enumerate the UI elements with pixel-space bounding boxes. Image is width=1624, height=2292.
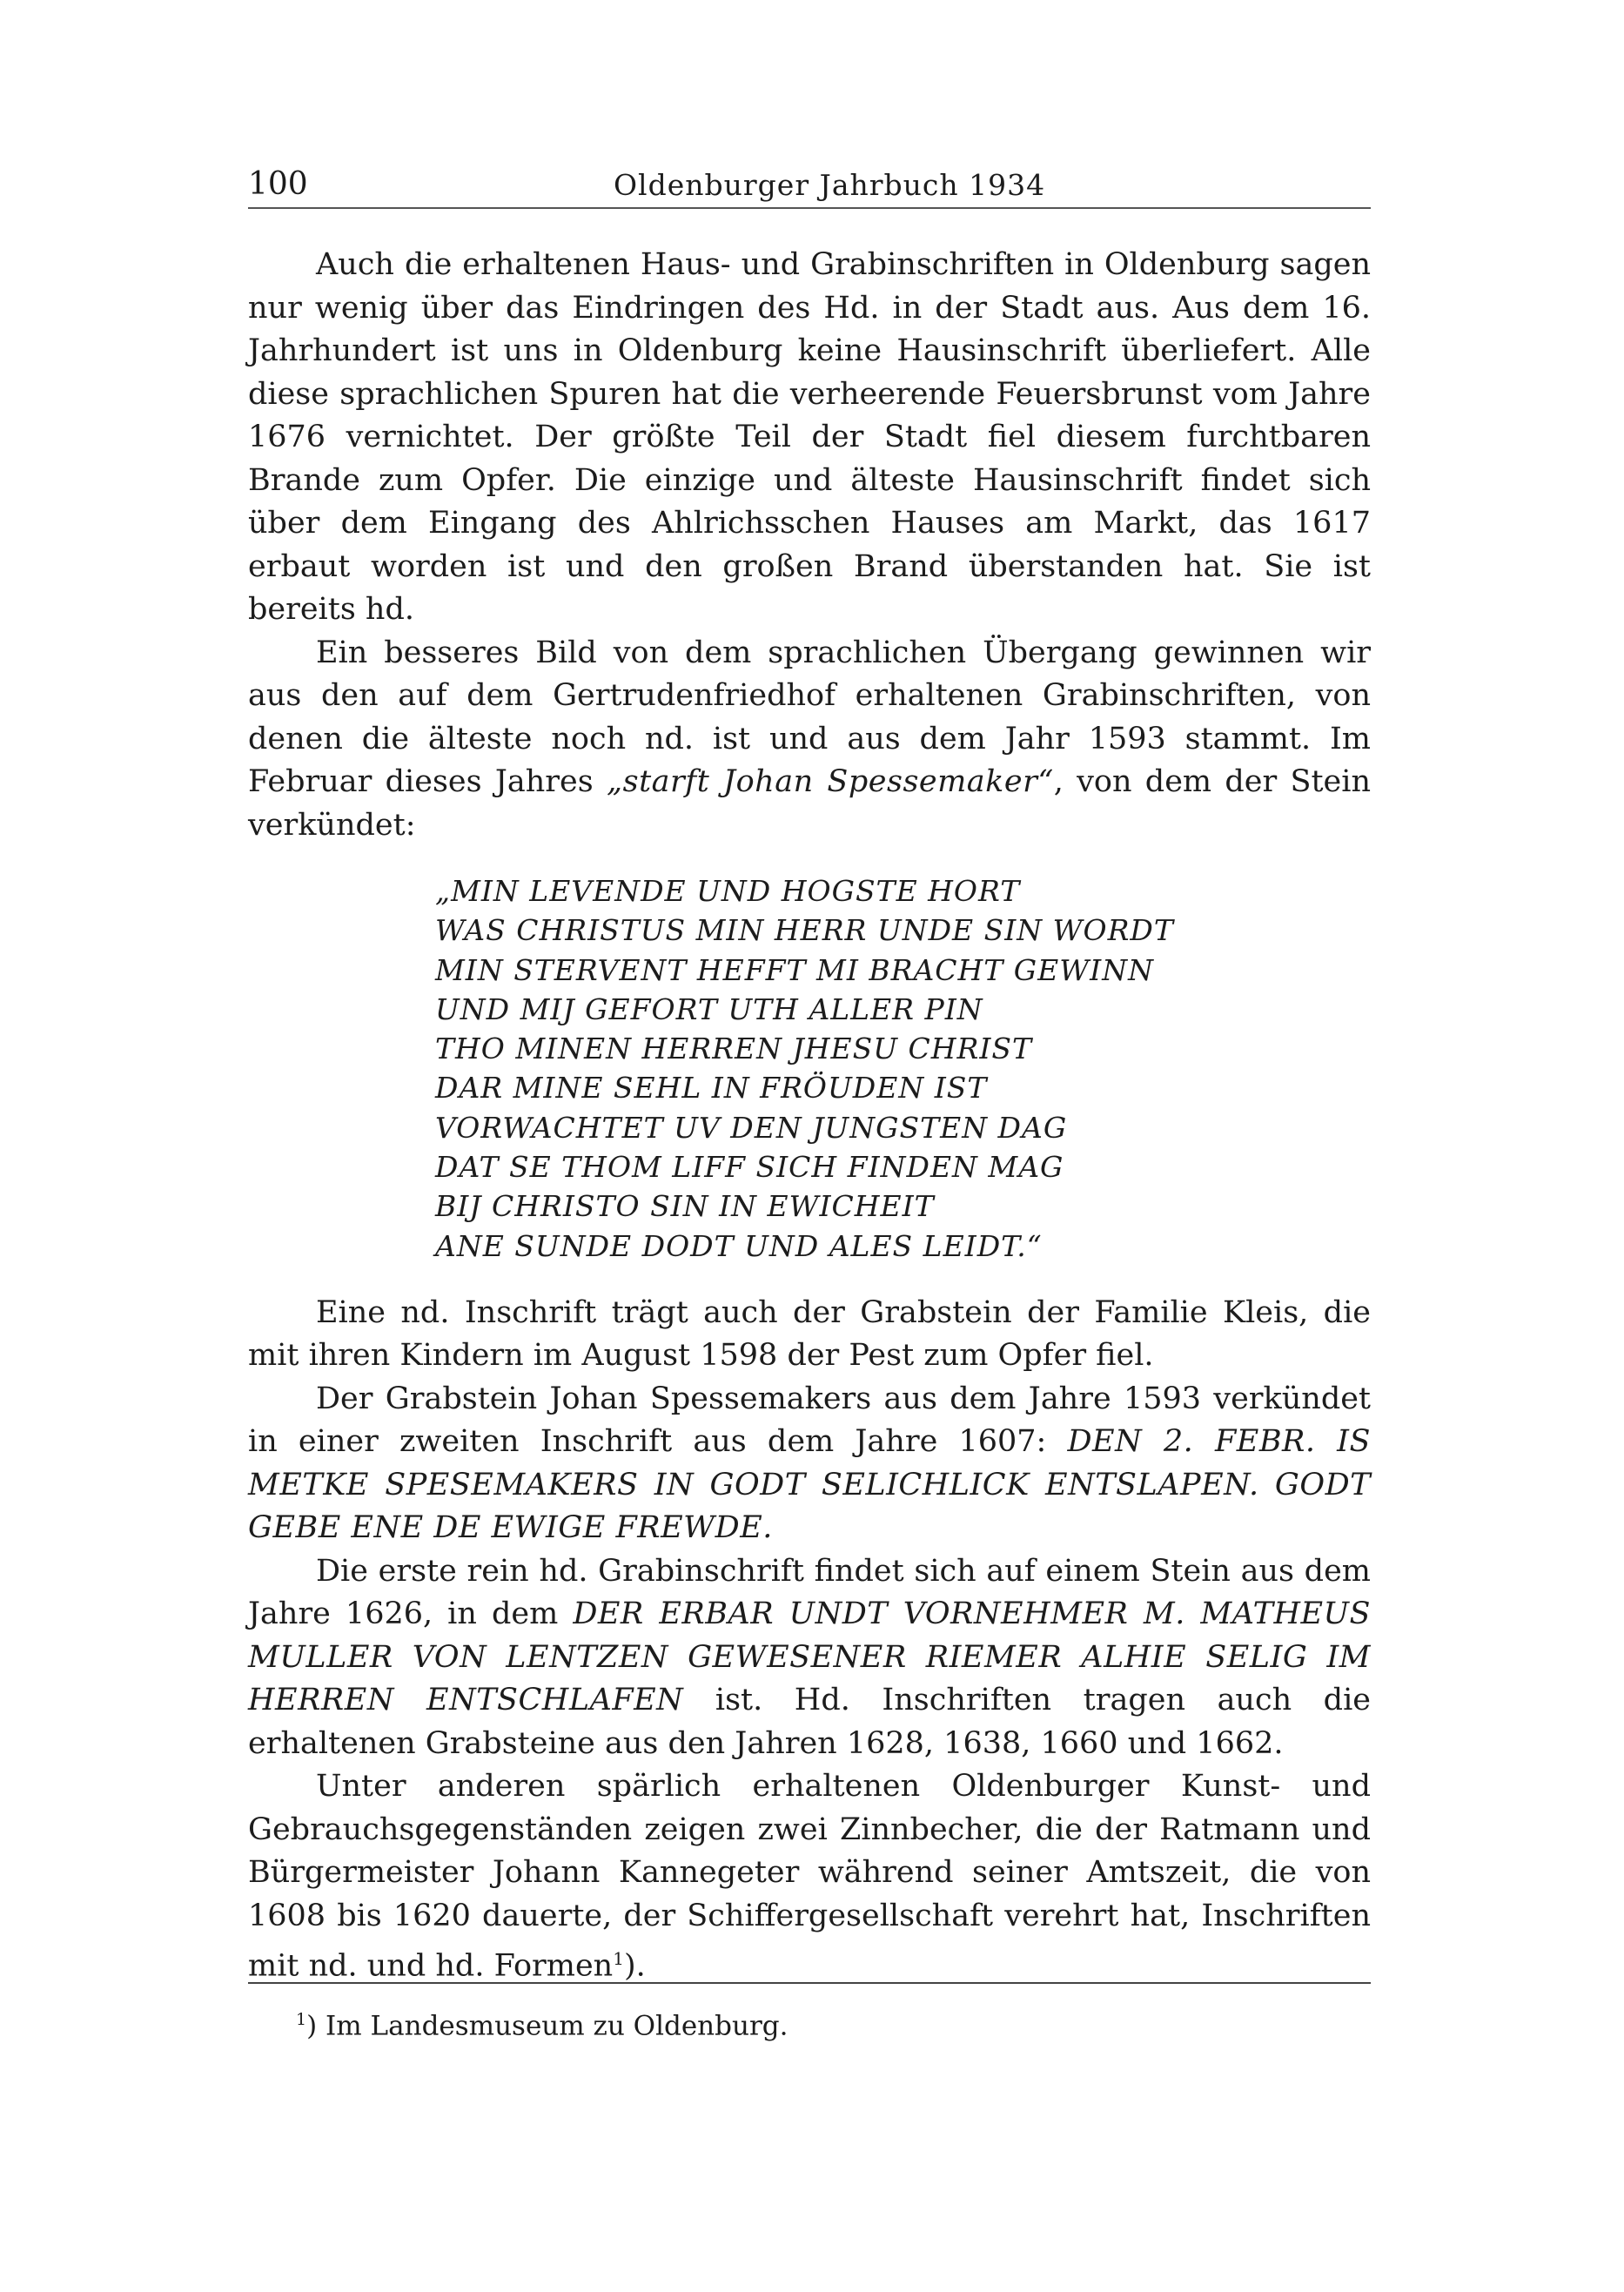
footnote-marker-close: ) xyxy=(306,2010,318,2042)
paragraph-4-text: Der Grabstein Johan Spessemakers aus dem Jahre 1593 verkündet in einer zweiten Inschrift aus dem Jahre 1607: xyxy=(248,1381,1371,1460)
footnote-text: Im Landesmuseum zu Oldenburg. xyxy=(317,2010,789,2042)
page-number: 100 xyxy=(248,166,308,202)
paragraph-5-text: Die erste rein hd. Grabinschrift findet sich auf einem Stein aus dem Jahre 1626, in dem xyxy=(248,1553,1371,1632)
inscription-line: „MIN LEVENDE UND HOGSTE HORT xyxy=(435,874,1021,908)
inscription-line: MIN STERVENT HEFFT MI BRACHT GEWINN xyxy=(435,952,1154,987)
paragraph-1: Auch die erhaltenen Haus- und Grabinschriften in Oldenburg sagen nur wenig über das Eindringen des Hd. in der Stadt aus. Aus dem 16. Jahrhundert ist uns in Oldenburg keine Hausinschrift überliefert. Alle diese sprachlichen Spuren hat die verheerende Feuersbrunst vom Jahre 1676 vernichtet. Der größte Teil der Stadt fiel diesem furchtbaren Brande zum Opfer. Die einzige und älteste Hausinschrift findet sich über dem Eingang des Ahlrichsschen Hauses am Markt, das 1617 erbaut worden ist und den großen Brand überstanden hat. Sie ist bereits hd. xyxy=(248,247,1371,627)
page-header xyxy=(248,165,1371,209)
inscription-line: UND MIJ GEFORT UTH ALLER PIN xyxy=(435,991,983,1026)
paragraph-6 xyxy=(248,1765,1371,1988)
paragraph-4 xyxy=(248,1378,1371,1550)
footnote xyxy=(296,2002,788,2043)
running-head: Oldenburger Jahrbuch 1934 xyxy=(614,168,1046,202)
paragraph-2-text: Ein besseres Bild von dem sprachlichen Übergang gewinnen wir aus den auf dem Gertrudenfriedhof erhaltenen Grabinschriften, von denen die älteste noch nd. ist und aus dem Jahr 1593 stammt. Im Februar dieses Jahres xyxy=(248,635,1371,799)
footnote-divider xyxy=(248,1982,1371,1984)
inscription-line: VORWACHTET UV DEN JUNGSTEN DAG xyxy=(435,1110,1068,1145)
paragraph-3: Eine nd. Inschrift trägt auch der Grabstein der Familie Kleis, die mit ihren Kindern im August 1598 der Pest zum Opfer fiel. xyxy=(248,1294,1371,1374)
footnote-reference[interactable]: 1 xyxy=(613,1948,624,1970)
inscription-line: DAT SE THOM LIFF SICH FINDEN MAG xyxy=(435,1150,1064,1185)
main-text xyxy=(248,244,1371,1989)
paragraph-2 xyxy=(248,632,1371,848)
inscription-quote-1607: DEN 2. FEBR. IS METKE SPESEMAKERS IN GODT SELICHLICK ENTSLAPEN. GODT GEBE ENE DE EWIGE FREWDE. xyxy=(248,1424,1371,1546)
paragraph-5 xyxy=(248,1550,1371,1766)
inscription-verse xyxy=(435,871,1371,1266)
footnote-marker: 1 xyxy=(296,2010,307,2029)
inscription-line: ANE SUNDE DODT UND ALES LEIDT.“ xyxy=(435,1228,1043,1263)
inscription-line: WAS CHRISTUS MIN HERR UNDE SIN WORDT xyxy=(435,913,1174,948)
paragraph-2-end: , von dem der Stein verkündet: xyxy=(248,764,1371,843)
quoted-name: „starft Johan Spessemaker“ xyxy=(607,764,1054,799)
inscription-line: THO MINEN HERREN JHESU CHRIST xyxy=(435,1032,1033,1066)
inscription-line: BIJ CHRISTO SIN IN EWICHEIT xyxy=(435,1189,935,1224)
inscription-line: DAR MINE SEHL IN FRÖUDEN IST xyxy=(435,1071,988,1106)
paragraph-6-text: Unter anderen spärlich erhaltenen Oldenburger Kunst- und Gebrauchsgegenständen zeigen zwei Zinnbecher, die der Ratmann und Bürgermeister Johann Kannegeter während seiner Amtszeit, die von 1608 bis 1620 dauerte, der Schiffergesellschaft verehrt hat, Inschriften mit nd. und hd. Formen xyxy=(248,1769,1371,1985)
paragraph-5-end: ist. Hd. Inschriften tragen auch die erhaltenen Grabsteine aus den Jahren 1628, 1638, 1660 und 1662. xyxy=(248,1683,1371,1761)
inscription-quote-1626: DER ERBAR UNDT VORNEHMER M. MATHEUS MULLER VON LENTZEN GEWESENER RIEMER ALHIE SELIG IM HERREN ENTSCHLAFEN xyxy=(248,1596,1371,1718)
paragraph-6-end: ). xyxy=(623,1949,646,1985)
